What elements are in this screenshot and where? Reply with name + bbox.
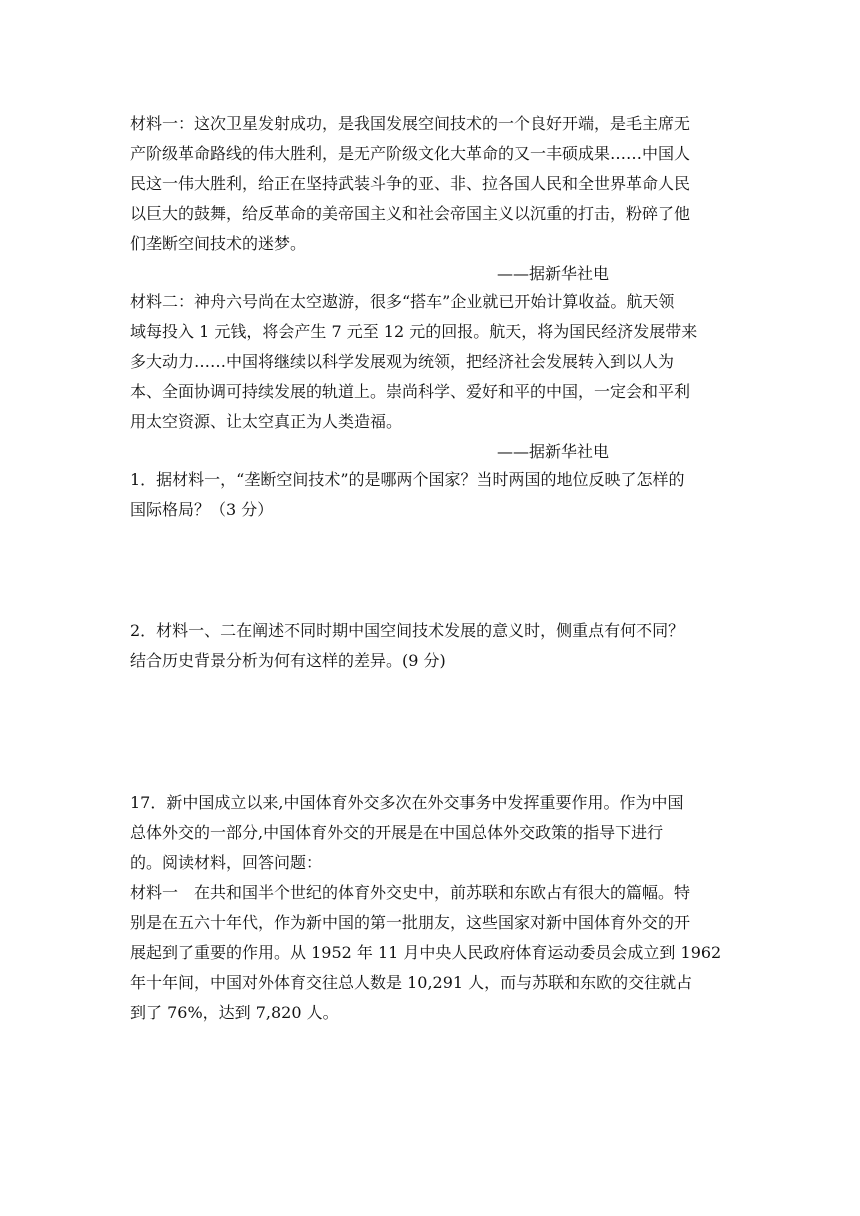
question-17-line-2: 总体外交的一部分,中国体育外交的开展是在中国总体外交政策的指导下进行 [130,823,664,842]
question-17-line-4: 材料一 在共和国半个世纪的体育外交史中，前苏联和东欧占有很大的篇幅。特 [130,883,691,902]
material-2-line-1: 材料二：神舟六号尚在太空遨游，很多“搭车”企业就已开始计算收益。航天领 [130,292,675,311]
material-1-source: ——据新华社电 [497,264,610,283]
material-1-line-1: 材料一：这次卫星发射成功，是我国发展空间技术的一个良好开端，是毛主席无 [130,114,691,133]
question-17-line-5: 别是在五六十年代，作为新中国的第一批朋友，这些国家对新中国体育外交的开 [130,913,691,932]
material-1-line-5: 们垄断空间技术的迷梦。 [130,234,307,253]
material-2-line-4: 本、全面协调可持续发展的轨道上。崇尚科学、爱好和平的中国，一定会和平利 [130,382,691,401]
material-1-line-4: 以巨大的鼓舞，给反革命的美帝国主义和社会帝国主义以沉重的打击，粉碎了他 [130,204,691,223]
material-1-line-2: 产阶级革命路线的伟大胜利，是无产阶级文化大革命的又一丰硕成果……中国人 [130,144,691,163]
question-1-line-1: 1．据材料一，“垄断空间技术”的是哪两个国家？当时两国的地位反映了怎样的 [130,470,685,489]
question-17-line-8: 到了 76%，达到 7,820 人。 [130,1003,339,1022]
material-2-line-2: 域每投入 1 元钱，将会产生 7 元至 12 元的回报。航天，将为国民经济发展带来 [130,322,698,341]
question-1-line-2: 国际格局？（3 分） [130,500,274,519]
question-17-line-7: 年十年间，中国对外体育交往总人数是 10,291 人，而与苏联和东欧的交往就占 [130,973,693,992]
material-1-line-3: 民这一伟大胜利，给正在坚持武装斗争的亚、非、拉各国人民和全世界革命人民 [130,174,691,193]
question-2-line-2: 结合历史背景分析为何有这样的差异。(9 分) [130,651,446,670]
question-2-line-1: 2．材料一、二在阐述不同时期中国空间技术发展的意义时，侧重点有何不同？ [130,621,685,640]
question-17-line-6: 展起到了重要的作用。从 1952 年 11 月中央人民政府体育运动委员会成立到 1962 [130,943,722,962]
question-17-line-3: 的。阅读材料，回答问题： [130,853,323,872]
material-2-source: ——据新华社电 [497,442,610,461]
material-2-line-3: 多大动力……中国将继续以科学发展观为统领，把经济社会发展转入到以人为 [130,352,675,371]
material-2-line-5: 用太空资源、让太空真正为人类造福。 [130,412,403,431]
question-17-line-1: 17．新中国成立以来,中国体育外交多次在外交事务中发挥重要作用。作为中国 [130,793,684,812]
